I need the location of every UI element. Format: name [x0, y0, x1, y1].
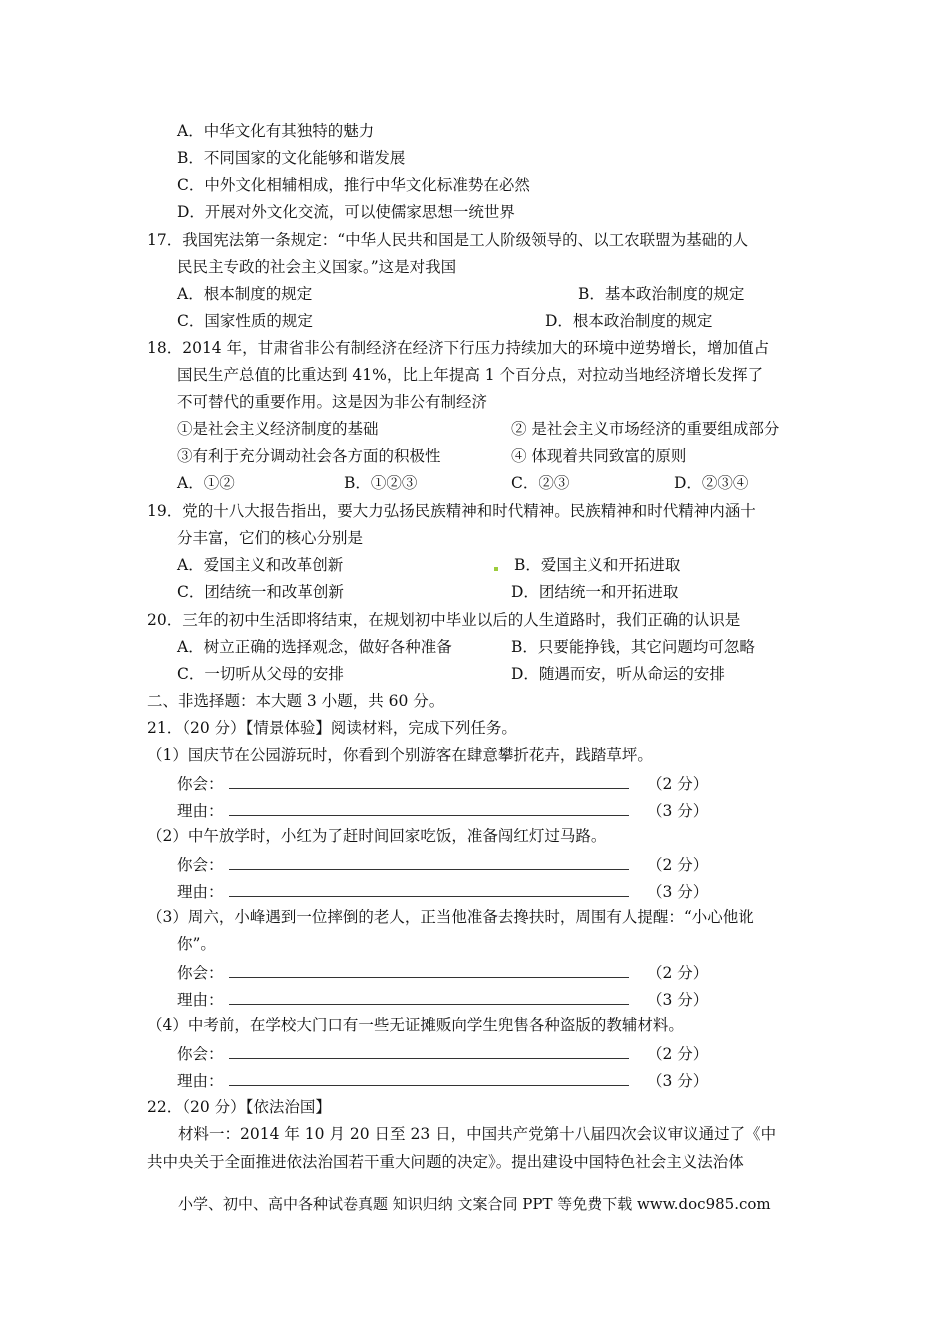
q22-material-1-line1: 材料一：2014 年 10 月 20 日至 23 日，中国共产党第十八届四次会议审议通过了《中: [178, 1125, 777, 1143]
q19-stem-line1: 19．党的十八大报告指出，要大力弘扬民族精神和时代精神。民族精神和时代精神内涵十: [147, 502, 756, 520]
points: （2 分）: [647, 964, 709, 982]
points: （3 分）: [647, 802, 709, 820]
answer-label: 你会：: [177, 964, 224, 982]
q17-option-c: C．国家性质的规定: [177, 312, 313, 330]
q21-scenario-3-line1: （3）周六，小峰遇到一位摔倒的老人，正当他准备去搀扶时，周围有人提醒：“小心他讹: [147, 908, 754, 926]
q21-1-answer-row: [177, 772, 707, 794]
q22-title: 22．（20 分）【依法治国】: [147, 1098, 331, 1116]
reason-label: 理由：: [177, 1072, 224, 1090]
page-footer: 小学、初中、高中各种试卷真题 知识归纳 文案合同 PPT 等免费下载 www.doc985.com: [178, 1195, 771, 1213]
q18-option-b: B．①②③: [344, 474, 418, 492]
q18-statement-1: ①是社会主义经济制度的基础: [177, 420, 379, 438]
q22-material-1-line2: 共中央关于全面推进依法治国若干重大问题的决定》。提出建设中国特色社会主义法治体: [147, 1153, 744, 1171]
answer-blank[interactable]: [229, 788, 629, 789]
answer-label: 你会：: [177, 856, 224, 874]
q18-option-c: C．②③: [511, 474, 570, 492]
q21-2-reason-row: [177, 880, 707, 902]
q20-option-b: B．只要能挣钱，其它问题均可忽略: [511, 638, 755, 656]
q21-scenario-3-line2: 你”。: [177, 935, 216, 953]
q18-statement-4: ④ 体现着共同致富的原则: [511, 447, 687, 465]
points: （2 分）: [647, 775, 709, 793]
section-heading: 二、非选择题：本大题 3 小题，共 60 分。: [147, 692, 445, 710]
q19-option-c: C．团结统一和改革创新: [177, 583, 344, 601]
q21-2-answer-row: [177, 853, 707, 875]
points: （2 分）: [647, 1045, 709, 1063]
q20-stem: 20．三年的初中生活即将结束，在规划初中毕业以后的人生道路时，我们正确的认识是: [147, 611, 741, 629]
q18-statement-2: ② 是社会主义市场经济的重要组成部分: [511, 420, 780, 438]
q21-scenario-2: （2）中午放学时，小红为了赶时间回家吃饭，准备闯红灯过马路。: [147, 827, 607, 845]
reason-blank[interactable]: [229, 815, 629, 816]
stray-mark: [494, 567, 498, 571]
reason-label: 理由：: [177, 991, 224, 1009]
answer-blank[interactable]: [229, 869, 629, 870]
reason-label: 理由：: [177, 883, 224, 901]
answer-label: 你会：: [177, 1045, 224, 1063]
points: （3 分）: [647, 991, 709, 1009]
q21-3-reason-row: [177, 988, 707, 1010]
q20-option-d: D．随遇而安，听从命运的安排: [511, 665, 725, 683]
answer-blank[interactable]: [229, 1058, 629, 1059]
q21-4-answer-row: [177, 1042, 707, 1064]
answer-blank[interactable]: [229, 977, 629, 978]
q17-stem-line1: 17．我国宪法第一条规定：“中华人民共和国是工人阶级领导的、以工农联盟为基础的人: [147, 231, 749, 249]
points: （2 分）: [647, 856, 709, 874]
q17-option-a: A．根本制度的规定: [177, 285, 313, 303]
reason-blank[interactable]: [229, 1004, 629, 1005]
q16-option-c: C．中外文化相辅相成，推行中华文化标准势在必然: [177, 176, 530, 194]
q17-option-d: D．根本政治制度的规定: [545, 312, 713, 330]
q17-stem-line2: 民民主专政的社会主义国家。”这是对我国: [177, 258, 457, 276]
q19-option-a: A．爱国主义和改革创新: [177, 556, 344, 574]
q20-option-c: C．一切听从父母的安排: [177, 665, 344, 683]
q18-option-d: D．②③④: [674, 474, 749, 492]
q21-title: 21．（20 分）【情景体验】阅读材料，完成下列任务。: [147, 719, 517, 737]
q18-stem-line2: 国民生产总值的比重达到 41%，比上年提高 1 个百分点，对拉动当地经济增长发挥了: [177, 366, 764, 384]
q18-option-a: A．①②: [177, 474, 235, 492]
reason-blank[interactable]: [229, 1085, 629, 1086]
q20-option-a: A．树立正确的选择观念，做好各种准备: [177, 638, 452, 656]
q21-scenario-1: （1）国庆节在公园游玩时，你看到个别游客在肆意攀折花卉，践踏草坪。: [147, 746, 653, 764]
q18-stem-line1: 18．2014 年，甘肃省非公有制经济在经济下行压力持续加大的环境中逆势增长，增加值占: [147, 339, 770, 357]
reason-label: 理由：: [177, 802, 224, 820]
q16-option-b: B．不同国家的文化能够和谐发展: [177, 149, 406, 167]
q21-scenario-4: （4）中考前，在学校大门口有一些无证摊贩向学生兜售各种盗版的教辅材料。: [147, 1016, 684, 1034]
answer-label: 你会：: [177, 775, 224, 793]
q21-4-reason-row: [177, 1069, 707, 1091]
q18-statement-3: ③有利于充分调动社会各方面的积极性: [177, 447, 441, 465]
q21-1-reason-row: [177, 799, 707, 821]
q16-option-d: D．开展对外文化交流，可以使儒家思想一统世界: [177, 203, 515, 221]
reason-blank[interactable]: [229, 896, 629, 897]
q19-stem-line2: 分丰富，它们的核心分别是: [177, 529, 364, 547]
q18-stem-line3: 不可替代的重要作用。这是因为非公有制经济: [177, 393, 488, 411]
q17-option-b: B．基本政治制度的规定: [578, 285, 745, 303]
points: （3 分）: [647, 1072, 709, 1090]
q19-option-d: D．团结统一和开拓进取: [511, 583, 679, 601]
points: （3 分）: [647, 883, 709, 901]
q19-option-b: B．爱国主义和开拓进取: [514, 556, 681, 574]
q16-option-a: A．中华文化有其独特的魅力: [177, 122, 375, 140]
q21-3-answer-row: [177, 961, 707, 983]
